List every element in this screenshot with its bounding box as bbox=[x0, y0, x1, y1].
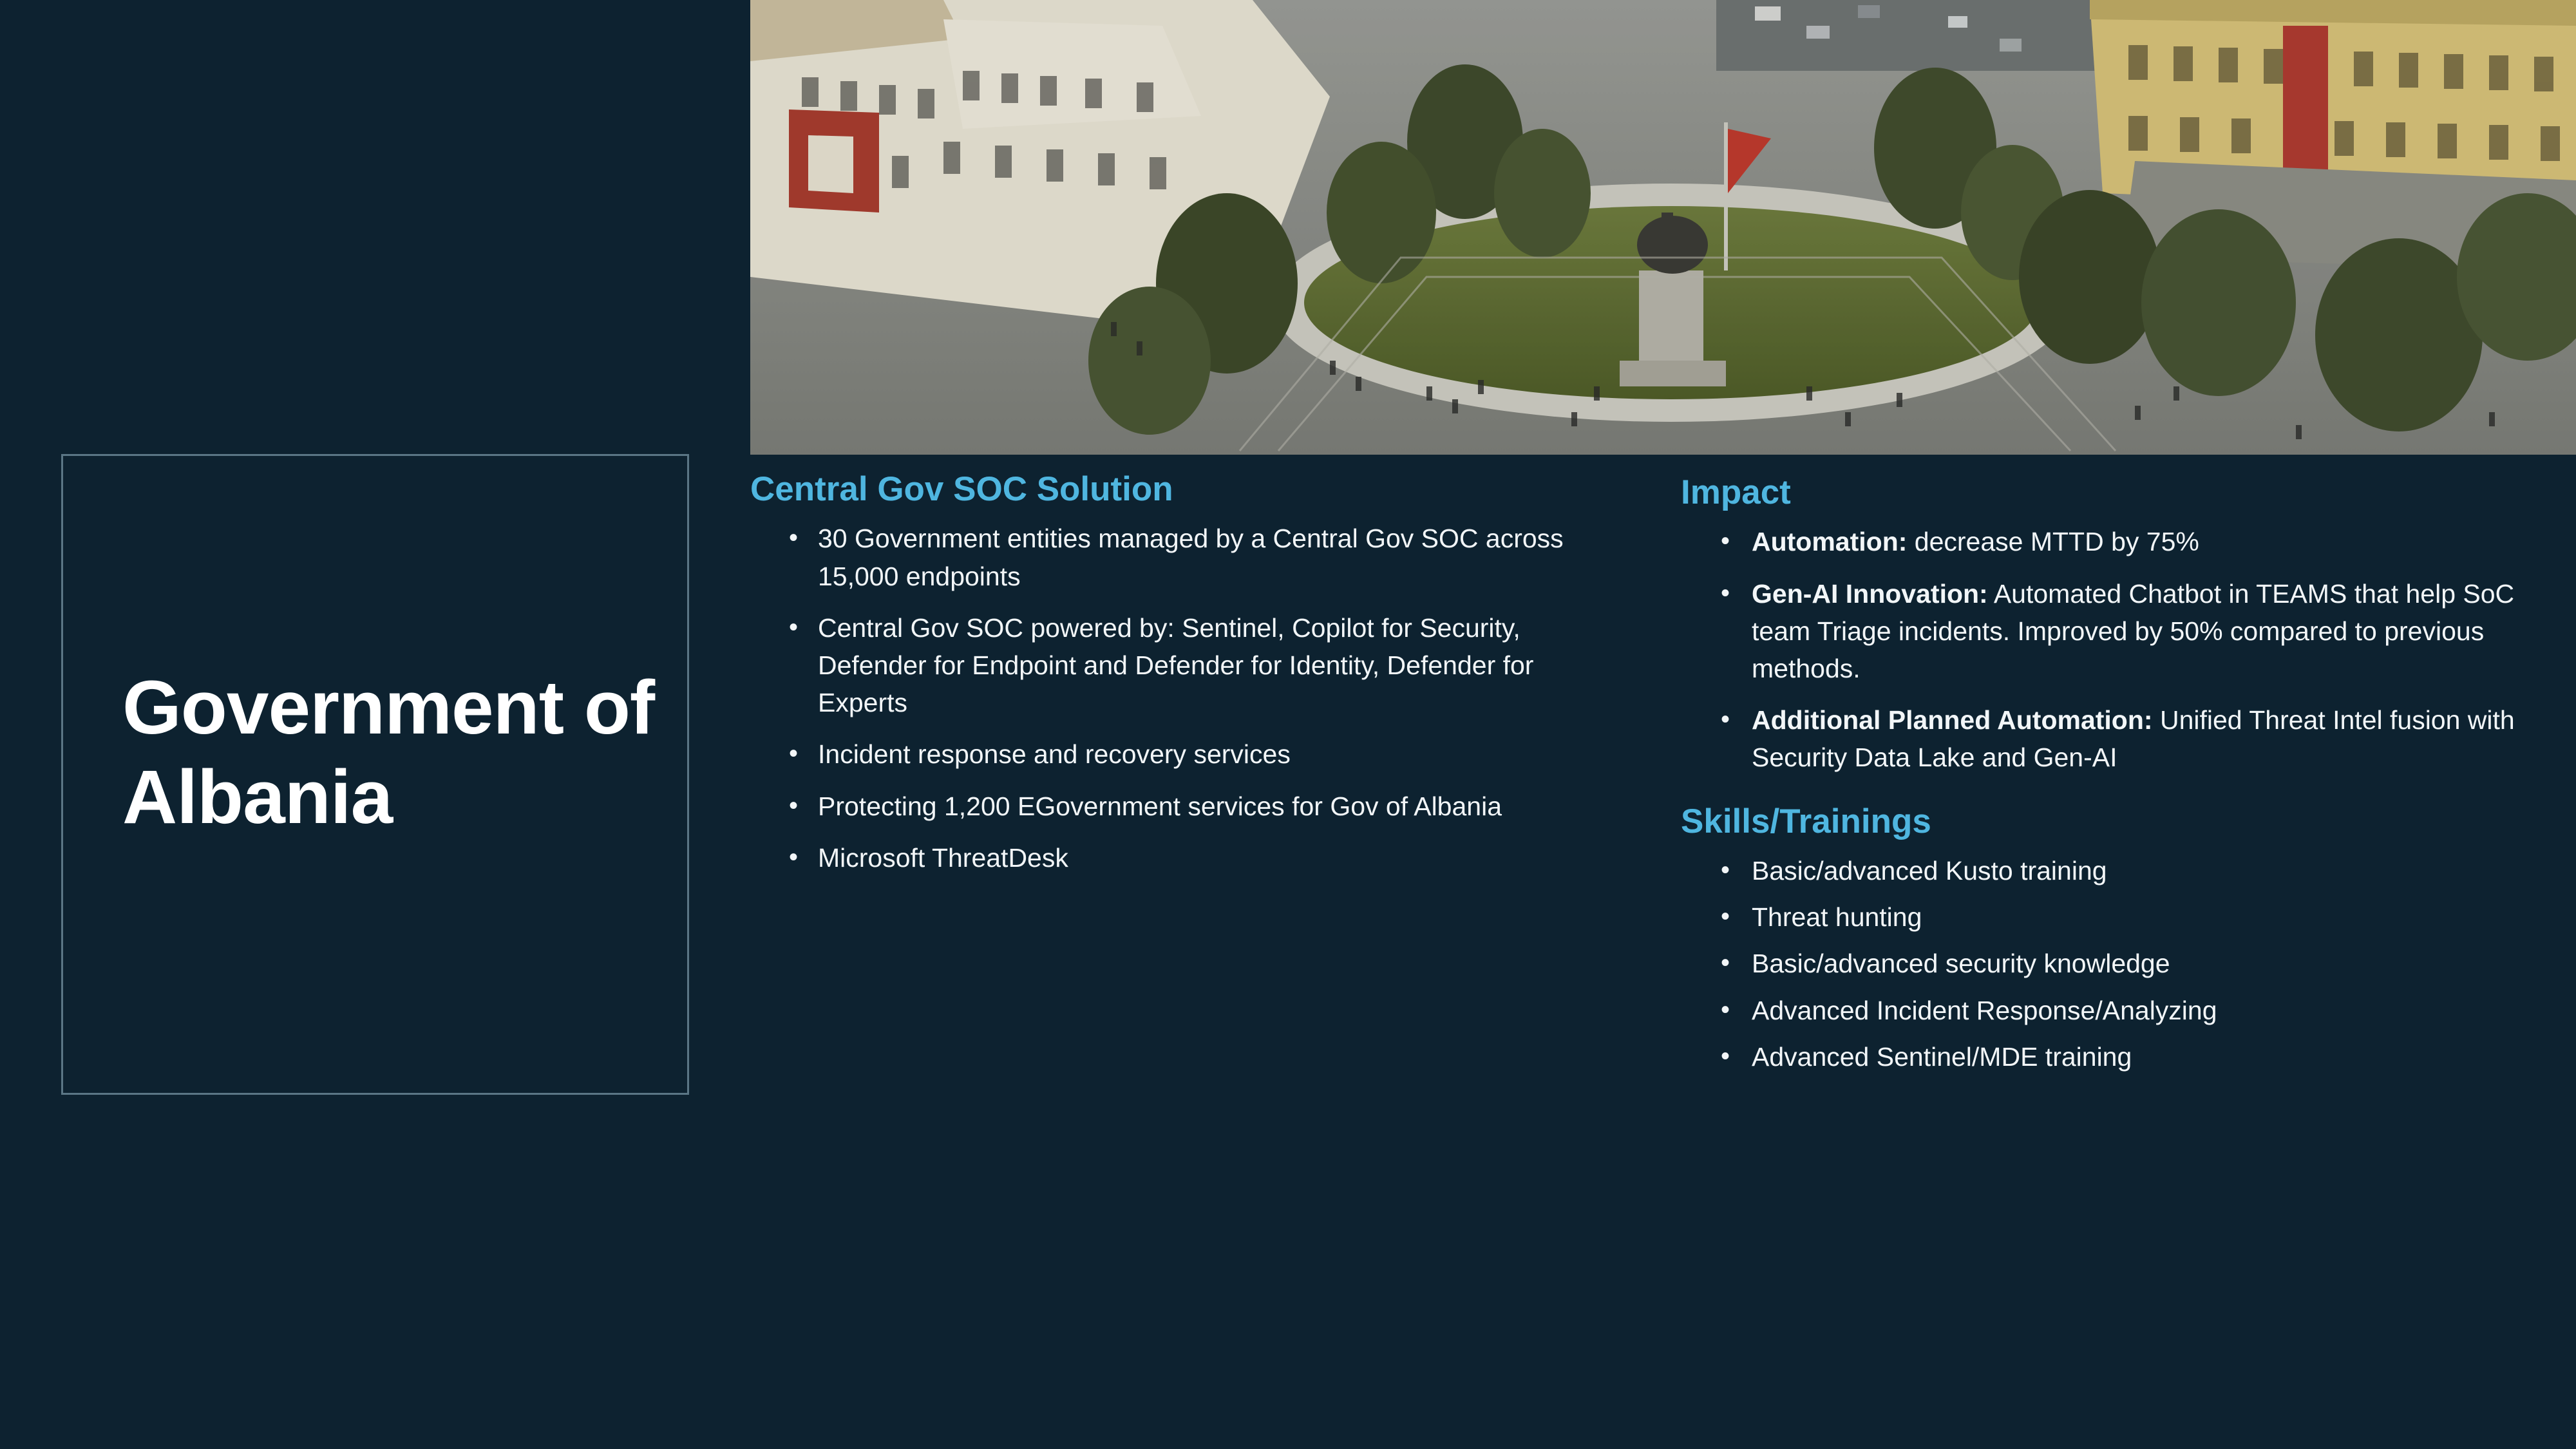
list-item bbox=[1681, 701, 2518, 776]
column-central-gov-soc-solution bbox=[750, 470, 1613, 891]
photo-illustration bbox=[750, 0, 2576, 455]
list-item: • 30 Government entities managed by a Central Gov SOC across 15,000 endpoints bbox=[750, 520, 1613, 594]
list-item bbox=[1681, 575, 2518, 688]
list-item: • Basic/advanced Kusto training bbox=[1681, 852, 2518, 889]
list-item-text: Automated Chatbot in TEAMS that help SoC team Triage incidents. Improved by 50% compared to previous methods. bbox=[1752, 578, 2515, 684]
list-central-gov-soc-solution bbox=[750, 520, 1613, 876]
list-item-text: decrease MTTD by 75% bbox=[1907, 527, 2199, 557]
list-item: • Incident response and recovery services bbox=[750, 735, 1613, 773]
list-item-lead: Automation: bbox=[1752, 527, 1908, 557]
tirana-square-photo bbox=[750, 0, 2576, 455]
heading-central-gov-soc-solution: Central Gov SOC Solution bbox=[750, 470, 1173, 508]
list-item: • Central Gov SOC powered by: Sentinel, Copilot for Security, Defender for Endpoint and Defender for Identity, Defender for Experts bbox=[750, 609, 1613, 722]
list-item-text: Unified Threat Intel fusion with Security Data Lake and Gen-AI bbox=[1752, 705, 2515, 773]
list-item: • Advanced Incident Response/Analyzing bbox=[1681, 992, 2518, 1029]
column-impact-and-skills bbox=[1681, 473, 2518, 1084]
list-item: • Threat hunting bbox=[1681, 898, 2518, 936]
list-item-lead: Additional Planned Automation: bbox=[1752, 705, 2153, 735]
list-item bbox=[1681, 523, 2518, 560]
list-item: • Protecting 1,200 EGovernment services for Gov of Albania bbox=[750, 788, 1613, 825]
list-item: • Microsoft ThreatDesk bbox=[750, 839, 1613, 876]
page-title: Government of Albania bbox=[122, 665, 655, 840]
heading-skills-trainings: Skills/Trainings bbox=[1681, 802, 1931, 840]
heading-impact: Impact bbox=[1681, 473, 1791, 511]
list-item: • Basic/advanced security knowledge bbox=[1681, 945, 2518, 982]
list-impact bbox=[1681, 523, 2518, 776]
list-item: • Advanced Sentinel/MDE training bbox=[1681, 1038, 2518, 1075]
list-item-lead: Gen-AI Innovation: bbox=[1752, 578, 1988, 609]
list-skills-trainings bbox=[1681, 852, 2518, 1075]
